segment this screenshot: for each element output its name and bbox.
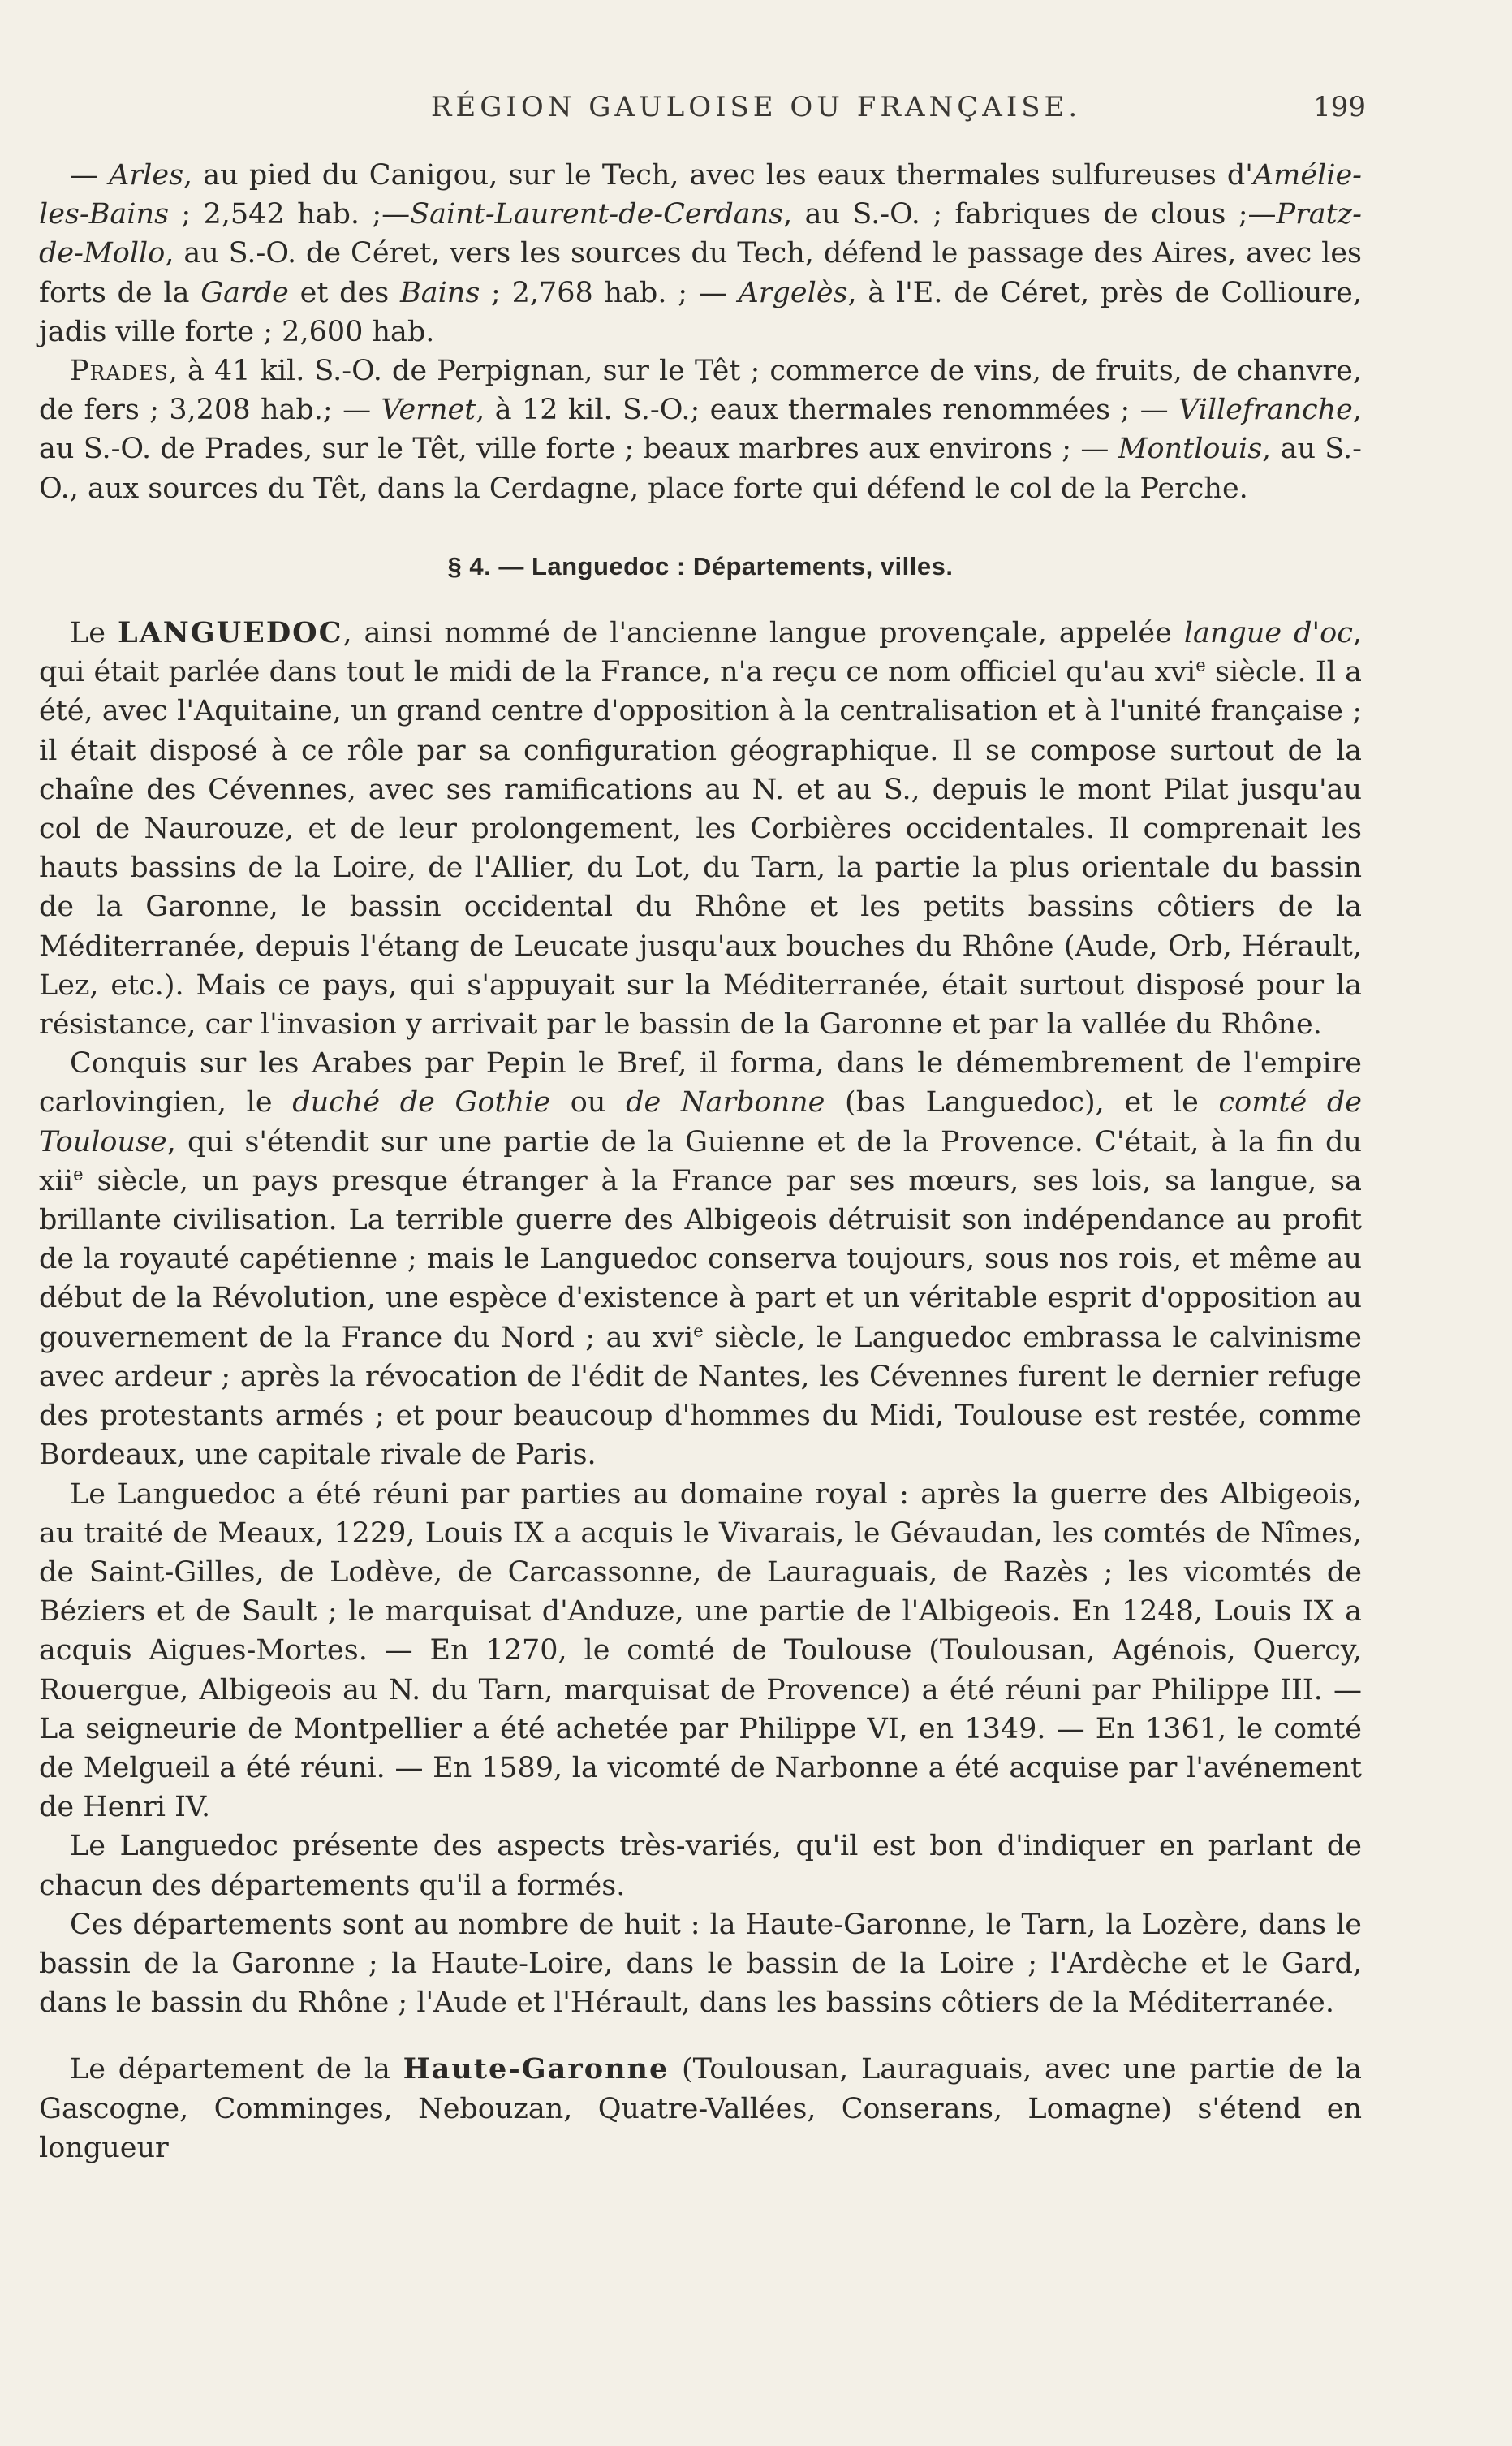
text-run: , qui était parlée dans tout le midi de la France, n'a reçu ce nom officiel qu'au xvi (39, 617, 1362, 689)
page-number: 199 (1313, 91, 1366, 123)
section-heading (39, 547, 1362, 586)
paragraph-haute-garonne (39, 2050, 1362, 2168)
text-run: Le Languedoc a été réuni par parties au domaine royal : après la guerre des Albigeois, au traité de Meaux, 1229, Louis IX a acquis le Vivarais, le Gévaudan, les comtés de Nîmes, de Saint-Gilles, de Lodève, de Carcassonne, de Lauraguais, de Razès ; les vicomtés de Béziers et de Sault ; le marquisat d'Anduze, une partie de l'Albigeois. En 1248, Louis IX a acquis Aigues-Mortes. — En 1270, le comté de Toulouse (Toulousan, Agénois, Quercy, Rouergue, Albigeois au N. du Tarn, marquisat de Provence) a été réuni par Philippe III. — La seigneurie de Montpellier a été achetée par Philippe VI, en 1349. — En 1361, le comté de Melgueil a été réuni. — En 1589, la vicomté de Narbonne a été acquise par l'avénement de Henri IV. (39, 1478, 1362, 1824)
running-head (0, 91, 1512, 132)
text-run: — (70, 159, 110, 192)
text-run: ; 2,542 hab. ;— (168, 198, 411, 231)
text-run: , à 41 kil. S.-O. de Perpignan, sur le Têt ; commerce de vins, de fruits, de chanvre, de fers ; 3,208 hab.; — (39, 355, 1362, 427)
running-title: RÉGION GAULOISE OU FRANÇAISE. (430, 91, 1082, 123)
text-run: de Narbonne (626, 1086, 825, 1119)
text-run: e (693, 1321, 704, 1341)
text-run: et des (288, 276, 400, 309)
paragraph-languedoc-intro (39, 614, 1362, 1044)
text-run: Le département de la (70, 2053, 403, 2086)
text-run: e (1195, 655, 1206, 675)
paragraph-arles (39, 156, 1362, 352)
text-run: § 4. — Languedoc : Départements, villes. (447, 551, 954, 580)
text-run: Saint-Laurent-de-Cerdans (410, 198, 784, 231)
text-run: Vernet (381, 394, 476, 427)
text-run: , au S.-O. de Prades, sur le Têt, ville forte ; beaux marbres aux environs ; — (39, 394, 1363, 466)
text-run: siècle, le Languedoc embrassa le calvinisme avec ardeur ; après la révocation de l'édit de Nantes, les Cévennes furent le dernier refuge des protestants armés ; et pour beaucoup d'hommes du Midi, Toulouse est restée, comme Bordeaux, une capitale rivale de Paris. (39, 1321, 1362, 1472)
text-run: Bains (400, 276, 480, 309)
paragraph-conquis (39, 1044, 1362, 1474)
text-run: Pratz-de-Mollo (39, 198, 1362, 270)
paragraph-prades (39, 352, 1362, 508)
text-run: Le (70, 617, 118, 650)
text-run: , au S.-O. ; fabriques de clous ;— (783, 198, 1277, 231)
text-run: , au pied du Canigou, sur le Tech, avec les eaux thermales sulfureuses d' (183, 159, 1253, 192)
text-run: , ainsi nommé de l'ancienne langue provençale, appelée (342, 617, 1184, 650)
paragraph-departements (39, 1905, 1362, 2023)
text-run: , à 12 kil. S.-O.; eaux thermales renommées ; — (476, 394, 1178, 427)
text-run: Le Languedoc présente des aspects très-variés, qu'il est bon d'indiquer en parlant de chacun des départements qu'il a formés. (39, 1830, 1362, 1902)
text-run: , à l'E. de Céret, près de Collioure, jadis ville forte ; 2,600 hab. (39, 276, 1362, 348)
text-run: e (73, 1164, 84, 1184)
text-run: (Toulousan, Lauraguais, avec une partie de la Gascogne, Comminges, Nebouzan, Quatre-Vallées, Conserans, Lomagne) s'étend en longueur (39, 2053, 1362, 2164)
paragraph-reunion (39, 1475, 1362, 1827)
text-run: Garde (200, 276, 289, 309)
text-run: siècle, un pays presque étranger à la France par ses mœurs, ses lois, sa langue, sa brillante civilisation. La terrible guerre des Albigeois détruisit son indépendance au profit de la royauté capétienne ; mais le Languedoc conserva toujours, sous nos rois, et même au début de la Révolution, une espèce d'existence à part et un véritable esprit d'opposition au gouvernement de la France du Nord ; au xvi (39, 1164, 1362, 1354)
body-text (39, 156, 1362, 2168)
paragraph-aspects (39, 1827, 1362, 1905)
text-run: Haute-Garonne (403, 2052, 670, 2086)
text-run: siècle. Il a été, avec l'Aquitaine, un grand centre d'opposition à la centralisation et à l'unité française ; il était disposé à ce rôle par sa configuration géographique. Il se compose surtout de la chaîne des Cévennes, avec ses ramifications au N. et au S., depuis le mont Pilat jusqu'au col de Naurouze, et de leur prolongement, les Corbières occidentales. Il comprenait les hauts bassins de la Loire, de l'Allier, du Lot, du Tarn, la partie la plus orientale du bassin de la Garonne, le bassin occidental du Rhône et les petits bassins côtiers de la Méditerranée, depuis l'étang de Leucate jusqu'aux bouches du Rhône (Aude, Orb, Hérault, Lez, etc.). Mais ce pays, qui s'appuyait sur la Méditerranée, était surtout disposé pour la résistance, car l'invasion y arrivait par le bassin de la Garonne et par la vallée du Rhône. (39, 656, 1363, 1042)
text-run: Conquis sur les Arabes par Pepin le Bref, il forma, dans le démembrement de l'empire carlovingien, le (39, 1047, 1362, 1119)
text-run: ; 2,768 hab. ; — (480, 276, 739, 309)
text-run: langue d'oc (1183, 617, 1353, 650)
text-run: Montlouis (1118, 433, 1263, 466)
text-run: , qui s'étendit sur une partie de la Guienne et de la Provence. C'était, à la fin du xii (39, 1125, 1362, 1197)
text-run: Arles (109, 159, 184, 192)
text-run: ou (550, 1086, 627, 1119)
text-run: Amélie-les-Bains (39, 159, 1362, 231)
text-run: , au S.-O. de Céret, vers les sources du Tech, défend le passage des Aires, avec les forts de la (39, 237, 1362, 309)
text-run: comté de Toulouse (39, 1086, 1362, 1158)
text-run: Ces départements sont au nombre de huit : la Haute-Garonne, le Tarn, la Lozère, dans le bassin de la Garonne ; la Haute-Loire, dans le bassin de la Loire ; l'Ardèche et le Gard, dans le bassin du Rhône ; l'Aude et l'Hérault, dans les bassins côtiers de la Méditerranée. (39, 1908, 1362, 2020)
text-run: (bas Languedoc), et le (825, 1086, 1219, 1119)
text-run: LANGUEDOC (117, 616, 343, 650)
text-run: , au S.-O., aux sources du Têt, dans la Cerdagne, place forte qui défend le col de la Perche. (39, 433, 1362, 505)
text-run: Prades (70, 355, 169, 388)
text-run: Villefranche (1178, 394, 1353, 427)
text-run: Argelès (738, 276, 848, 309)
text-run: duché de Gothie (292, 1086, 551, 1119)
